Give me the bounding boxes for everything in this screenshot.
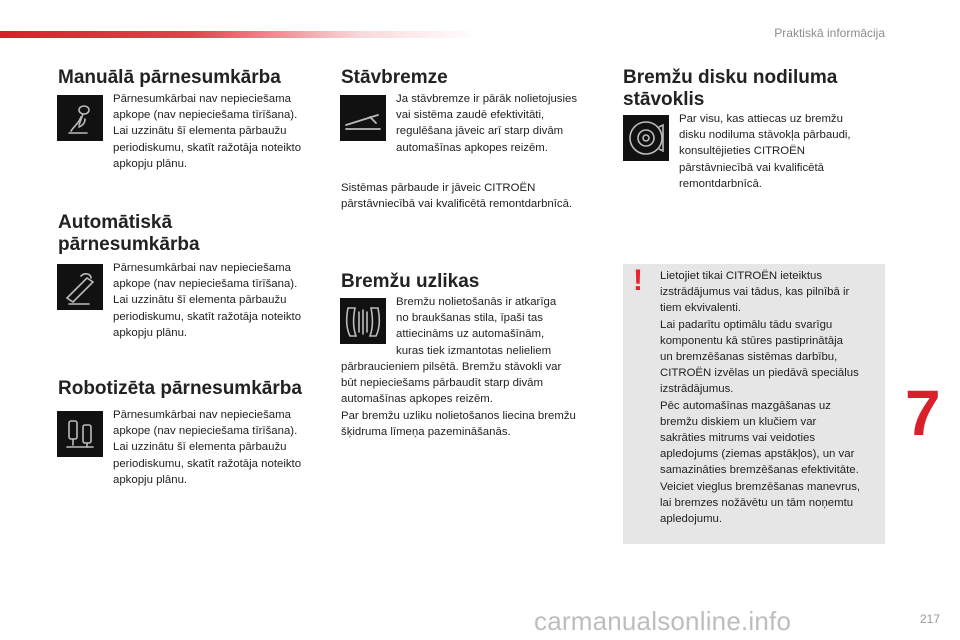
robotised-gearbox-title: Robotizēta pārnesumkārba — [58, 378, 302, 399]
manual-gearbox-text: Pārnesumkārbai nav nepieciešama apkope (nav nepieciešama tīrīšana). Lai uzzinātu šī elementa pārbaužu periodiskumu, skatīt ražotāja noteikto apkopju plānu. — [113, 93, 302, 170]
exclamation-icon: ! — [633, 264, 643, 297]
brake-disc-icon — [623, 115, 669, 161]
automatic-selector-icon — [57, 264, 103, 310]
brake-discs-title: Bremžu disku nodiluma stāvoklis — [623, 67, 838, 110]
chapter-number: 7 — [905, 377, 941, 449]
automatic-gearbox-title: Automātiskā pārnesumkārba — [58, 212, 200, 255]
watermark: carmanualsonline.info — [534, 606, 792, 636]
brake-pads-icon — [340, 298, 386, 344]
parking-brake-text: Ja stāvbremze ir pārāk nolietojusies vai sistēma zaudē efektivitāti, regulēšana jāveic arī starp divām automašīnas apkopes reizēm. — [396, 93, 578, 154]
brake-discs-text: Par visu, kas attiecas uz bremžu disku nodiluma stāvokļa pārbaudi, konsultējieties CITROËN pārstāvniecībā vai kvalificētā remontdarbnīcā. — [679, 113, 851, 190]
page-number: 217 — [919, 612, 940, 626]
parking-brake-title: Stāvbremze — [341, 67, 448, 88]
robotised-gearbox-icon — [57, 411, 103, 457]
warning-text: Lietojiet tikai CITROËN ieteiktus izstrādājumus vai tādus, kas pilnībā ir tiem ekvivalenti. Lai padarītu optimālu tādu svarīgu komponentu kā stūres pastiprinātāja un bremzēšanas sistēmas darbību, CITROËN izvēlas un piedāvā speciālus izstrādājumus. Pēc automašīnas mazgāšanas uz bremžu diskiem un klučiem var sakrāties mitrums vai veidoties apledojums (ziemas apstākļos), un var samazināties bremzēšanas efektivitāte. Veiciet vieglus bremzēšanas manevrus, lai bremzes nožāvētu un tām noņemtu apledojumu. — [660, 270, 861, 526]
header-accent-bar — [0, 31, 480, 38]
parking-brake-lever-icon — [340, 95, 386, 141]
manual-gearstick-icon — [57, 95, 103, 141]
automatic-gearbox-text: Pārnesumkārbai nav nepieciešama apkope (nav nepieciešama tīrīšana). Lai uzzinātu šī elementa pārbaužu periodiskumu, skatīt ražotāja noteikto apkopju plānu. — [113, 262, 302, 339]
robotised-gearbox-text: Pārnesumkārbai nav nepieciešama apkope (nav nepieciešama tīrīšana). Lai uzzinātu šī elementa pārbaužu periodiskumu, skatīt ražotāja noteikto apkopju plānu. — [113, 409, 302, 486]
brake-pads-title: Bremžu uzlikas — [341, 271, 480, 292]
parking-brake-check-text: Sistēmas pārbaude ir jāveic CITROËN pārstāvniecībā vai kvalificētā remontdarbnīcā. — [341, 182, 573, 211]
manual-gearbox-title: Manuālā pārnesumkārba — [58, 67, 281, 88]
chapter-header: Praktiskā informācija — [774, 26, 885, 40]
brake-pads-text: Bremžu nolietošanās ir atkarīga no braukšanas stila, īpaši tas attiecināms uz automašīnām, kuras tiek izmantotas nelieliem — [396, 296, 557, 357]
brake-pads-text-continued: pārbraucieniem pilsētā. Bremžu stāvokli var būt nepieciešams pārbaudīt starp divām automašīnas apkopes reizēm. Par bremžu uzliku nolietošanos liecina bremžu šķidruma līmeņa pazemināšanās. — [341, 361, 576, 438]
